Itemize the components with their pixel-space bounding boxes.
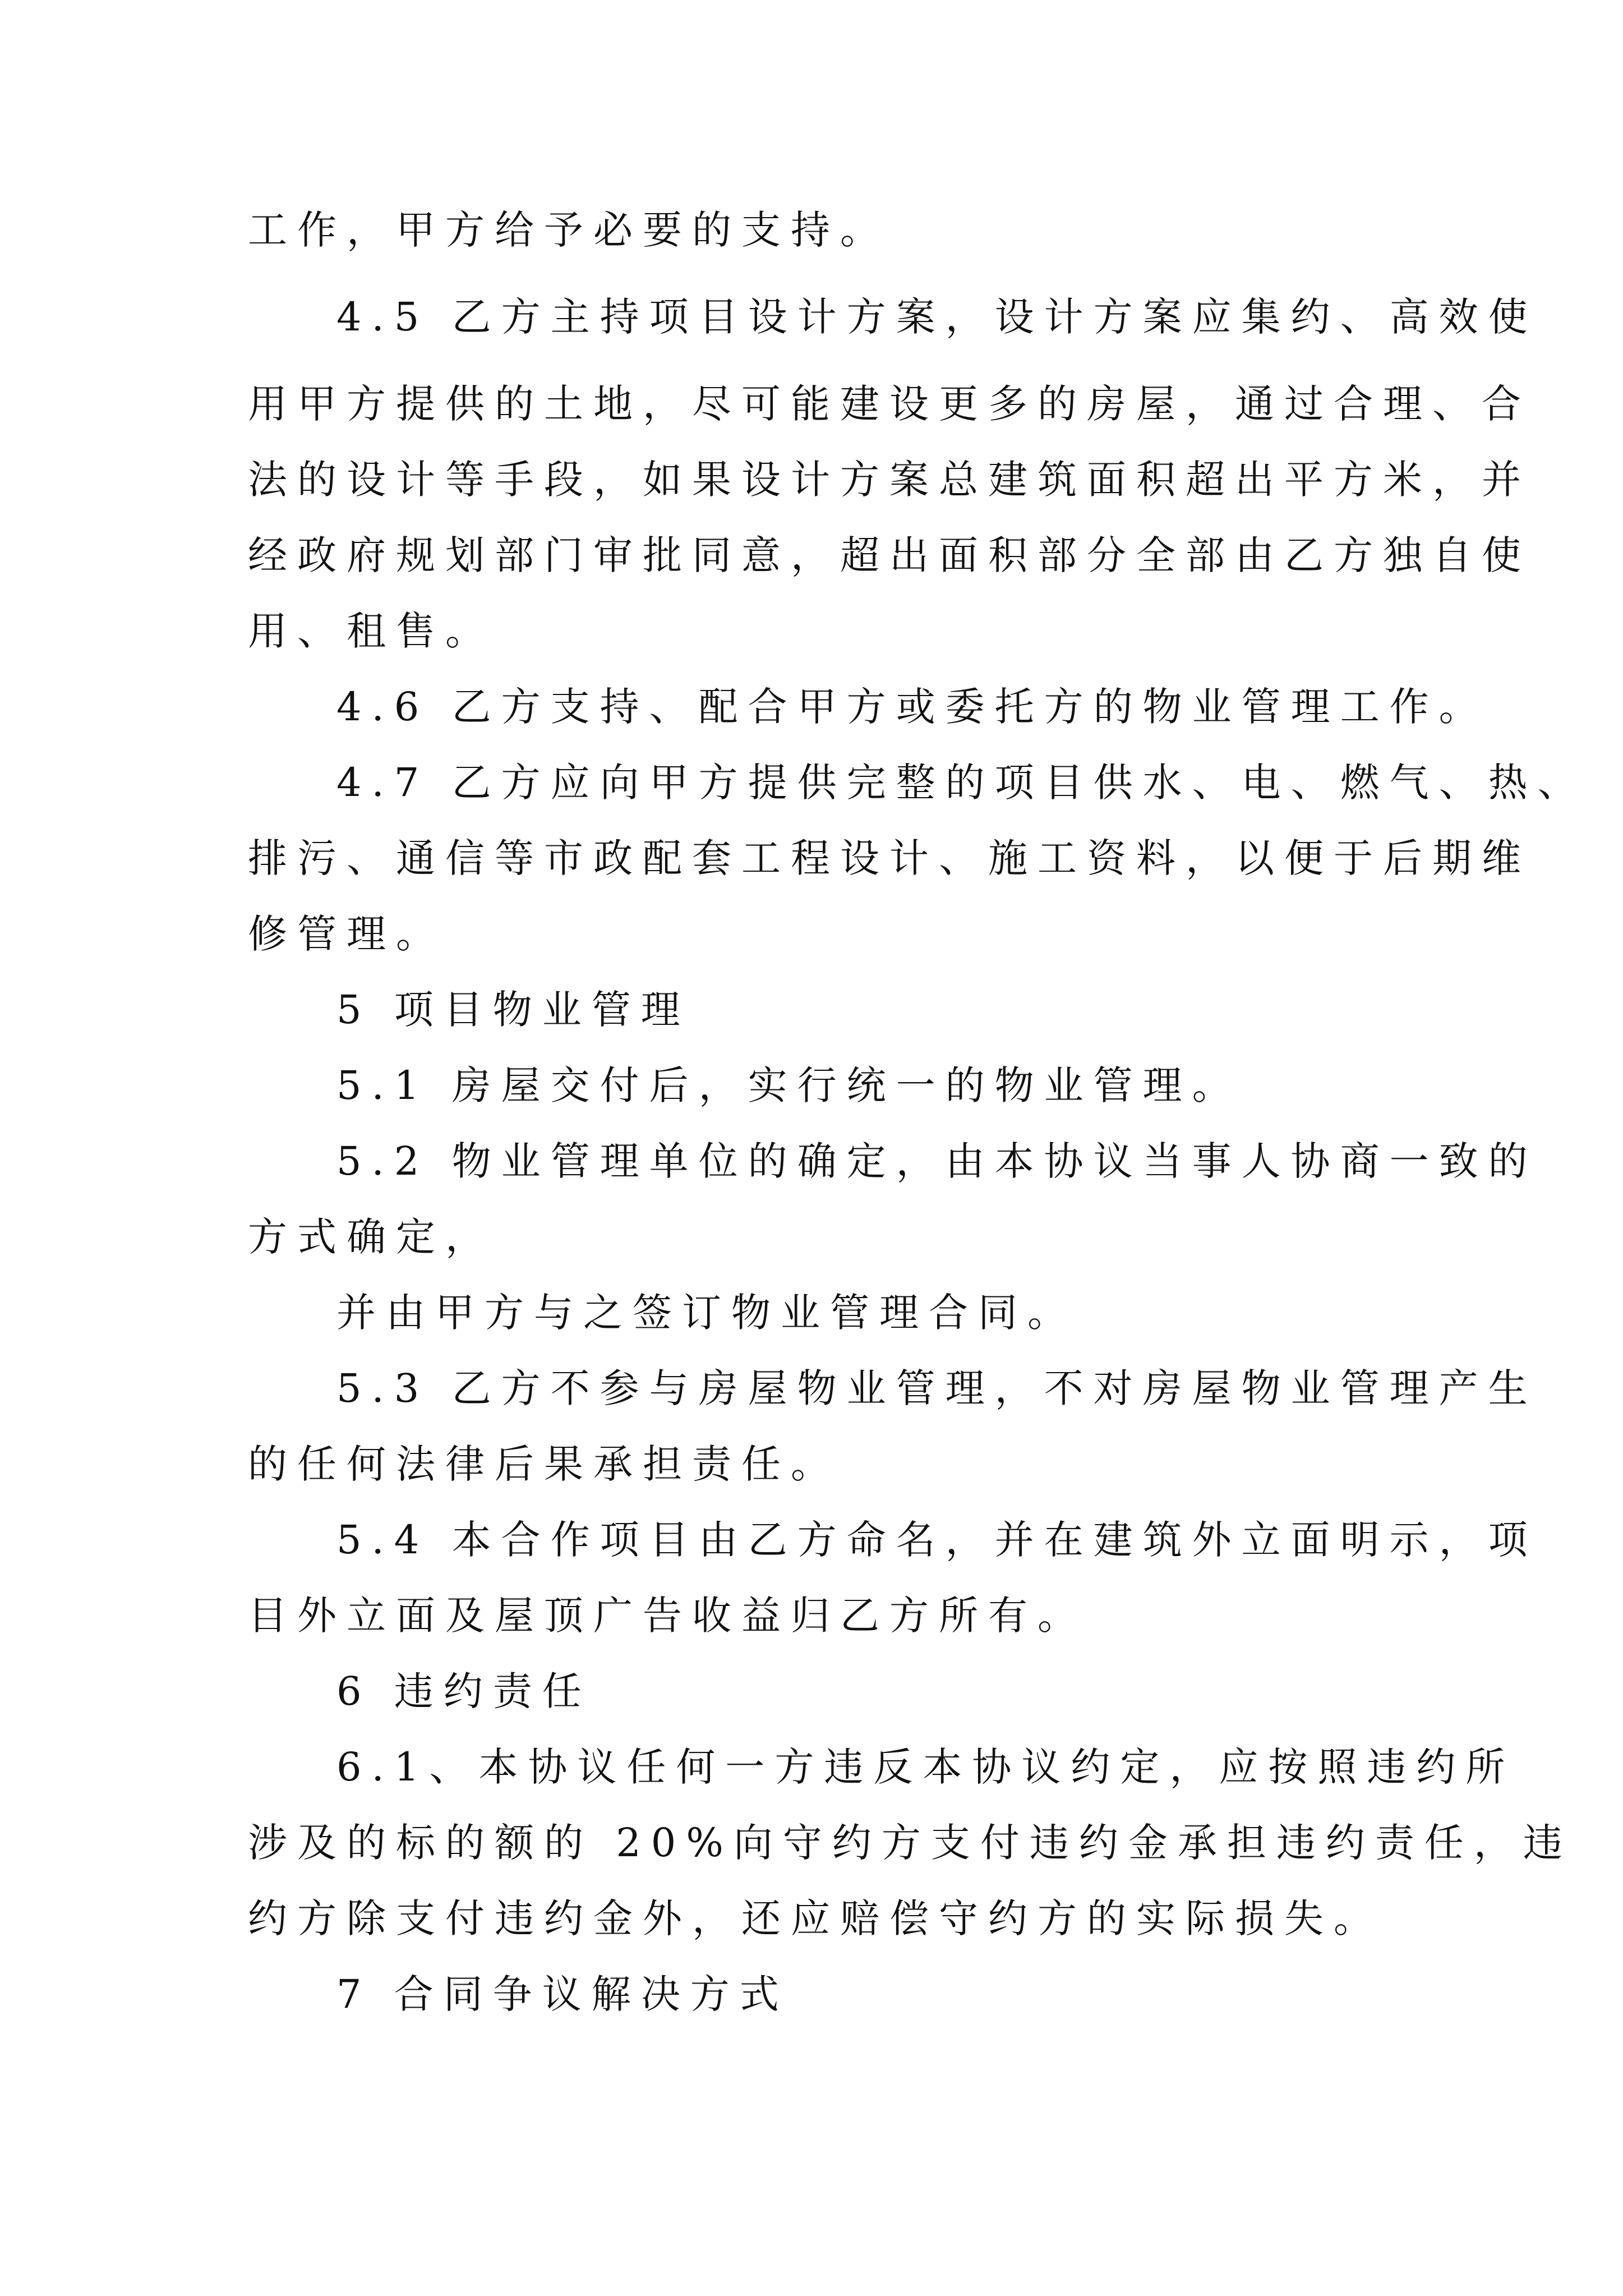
text-line: 工作，甲方给予必要的支持。 [248,207,889,253]
text-line: 4.5 乙方主持项目设计方案，设计方案应集约、高效使 [336,294,1538,340]
text-line: 修管理。 [248,911,445,957]
section-heading: 7 合同争议解决方式 [336,1971,789,2017]
text-line: 法的设计等手段，如果设计方案总建筑面积超出平方米，并 [248,457,1531,503]
section-heading: 5 项目物业管理 [336,987,690,1033]
text-line: 目外立面及屋顶广告收益归乙方所有。 [248,1593,1087,1639]
text-line: 约方除支付违约金外，还应赔偿守约方的实际损失。 [248,1895,1383,1941]
text-line: 方式确定， [248,1214,495,1260]
text-line: 4.7 乙方应向甲方提供完整的项目供水、电、燃气、热、 [336,760,1587,806]
text-line: 排污、通信等市政配套工程设计、施工资料，以便于后期维 [248,835,1531,881]
text-line: 并由甲方与之签订物业管理合同。 [336,1290,1077,1336]
text-line: 用甲方提供的土地，尽可能建设更多的房屋，通过合理、合 [248,381,1531,427]
text-line: 6.1、本协议任何一方违反本协议约定，应按照违约所 [336,1744,1515,1790]
section-heading: 6 违约责任 [336,1668,592,1714]
text-line: 4.6 乙方支持、配合甲方或委托方的物业管理工作。 [336,684,1488,730]
text-line: 用、租售。 [248,608,495,654]
text-line: 涉及的标的额的 20%向守约方支付违约金承担违约责任，违 [248,1820,1573,1866]
text-line: 5.1 房屋交付后，实行统一的物业管理。 [336,1062,1242,1108]
text-line: 经政府规划部门审批同意，超出面积部分全部由乙方独自使 [248,532,1531,578]
text-line: 5.2 物业管理单位的确定，由本协议当事人协商一致的 [336,1138,1538,1184]
text-line: 的任何法律后果承担责任。 [248,1441,840,1487]
text-line: 5.4 本合作项目由乙方命名，并在建筑外立面明示，项 [336,1517,1538,1563]
text-line: 5.3 乙方不参与房屋物业管理，不对房屋物业管理产生 [336,1365,1538,1411]
